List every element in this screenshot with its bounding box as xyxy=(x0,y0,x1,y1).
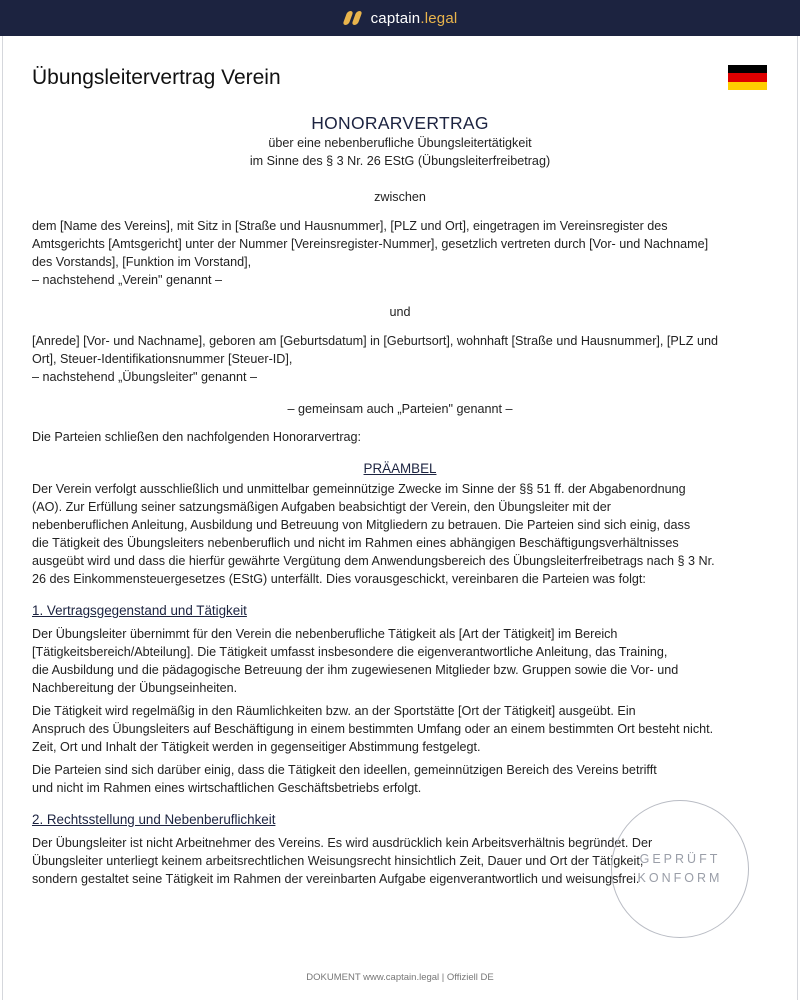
club-line: des Vorstands], [Funktion im Vorstand], xyxy=(32,255,252,269)
paragraph-line: Übungsleiter unterliegt keinem arbeitsrechtlichen Weisungsrecht hinsichtlich Zeit, Dauer und Ort der Tätigkeit, xyxy=(32,854,644,868)
preamble-line: 26 des Einkommensteuergesetzes (EStG) unterfällt. Dies vorausgeschickt, vereinbaren die Parteien was folgt: xyxy=(32,572,646,586)
paragraph-line: Die Parteien sind sich darüber einig, dass die Tätigkeit den ideellen, gemeinnützigen Bereich des Vereins betrifft xyxy=(32,763,657,777)
brand-name-tld: .legal xyxy=(420,9,458,27)
preamble-line: Der Verein verfolgt ausschließlich und unmittelbar gemeinnützige Zwecke im Sinne der §§ 51 ff. der Abgabenordnung xyxy=(32,482,686,496)
document-title: Übungsleitervertrag Verein xyxy=(32,66,281,89)
section-1-title xyxy=(32,602,768,620)
trainer-party xyxy=(32,332,768,368)
stamp-line-2: KONFORM xyxy=(637,871,723,885)
stamp-line-1: GEPRÜFT xyxy=(639,852,721,866)
trainer-line: [Anrede] [Vor- und Nachname], geboren am [Geburtsdatum] in [Geburtsort], wohnhaft [Straße und Hausnummer], [PLZ und xyxy=(32,334,719,348)
preamble-title-text: PRÄAMBEL xyxy=(363,461,437,476)
captain-logo-icon xyxy=(343,10,363,26)
section-1-paragraph xyxy=(32,702,768,756)
paragraph-line: Der Übungsleiter ist nicht Arbeitnehmer des Vereins. Es wird ausdrücklich kein Arbeitsverhältnis begründet. Der xyxy=(32,836,653,850)
between-label: zwischen xyxy=(374,190,426,204)
contract-subtitle: über eine nebenberufliche Übungsleitertätigkeit xyxy=(268,136,532,150)
section-1-title-text: 1. Vertragsgegenstand und Tätigkeit xyxy=(32,603,247,618)
document-body xyxy=(32,112,768,888)
german-flag-icon[interactable] xyxy=(728,65,767,90)
section-1-paragraph xyxy=(32,625,768,697)
preamble-text xyxy=(32,480,768,588)
and-label: und xyxy=(389,305,411,319)
club-line: dem [Name des Vereins], mit Sitz in [Straße und Hausnummer], [PLZ und Ort], eingetragen im Vereinsregister des xyxy=(32,219,668,233)
top-bar xyxy=(0,0,800,36)
section-1-paragraph xyxy=(32,761,768,797)
trainer-line: Ort], Steuer-Identifikationsnummer [Steuer-ID], xyxy=(32,352,293,366)
paragraph-line: die Ausbildung und die pädagogische Betreuung der ihm zugewiesenen Mitglieder bzw. Gruppen sowie die Vor- und xyxy=(32,663,679,677)
paragraph-line: Nachbereitung der Übungseinheiten. xyxy=(32,681,238,695)
brand-name[interactable] xyxy=(371,10,458,27)
preamble-line: (AO). Zur Erfüllung seiner satzungsmäßigen Aufgaben beabsichtigt der Verein, den Übungsleiter mit der xyxy=(32,500,611,514)
paragraph-line: und nicht im Rahmen eines wirtschaftlichen Geschäftsbetriebs erfolgt. xyxy=(32,781,422,795)
contract-heading: HONORARVERTRAG xyxy=(311,113,489,133)
conclude-statement: Die Parteien schließen den nachfolgenden Honorarvertrag: xyxy=(32,430,362,444)
footer: DOKUMENT www.captain.legal | Offiziell DE xyxy=(306,972,494,983)
paragraph-line: Anspruch des Übungsleiters auf Beschäftigung in einem bestimmten Umfang oder an einem bestimmten Ort besteht nicht. xyxy=(32,722,714,736)
preamble-line: die Tätigkeit des Übungsleiters nebenberuflich und nicht im Rahmen eines abhängigen Beschäftigungsverhältnisses xyxy=(32,536,679,550)
contract-subtitle-legal: im Sinne des § 3 Nr. 26 EStG (Übungsleiterfreibetrag) xyxy=(249,154,551,168)
preamble-line: ausgeübt wird und dass die hierfür gewährte Vergütung dem Anwendungsbereich des Übungsleiterfreibetrags nach § 3 Nr. xyxy=(32,554,715,568)
trainer-designation: – nachstehend „Übungsleiter" genannt – xyxy=(32,370,258,384)
paragraph-line: [Tätigkeitsbereich/Abteilung]. Die Tätigkeit umfasst insbesondere die eigenverantwortliche Anleitung, das Training, xyxy=(32,645,668,659)
club-line: Amtsgerichts [Amtsgericht] unter der Nummer [Vereinsregister-Nummer], gesetzlich vertreten durch [Vor- und Nachname] xyxy=(32,237,709,251)
paragraph-line: Zeit, Ort und Inhalt der Tätigkeit werden in gegenseitiger Abstimmung festgelegt. xyxy=(32,740,481,754)
approval-stamp xyxy=(611,800,749,938)
paragraph-line: Der Übungsleiter übernimmt für den Verein die nebenberufliche Tätigkeit als [Art der Tätigkeit] im Bereich xyxy=(32,627,618,641)
preamble-title xyxy=(32,460,768,478)
parties-together: – gemeinsam auch „Parteien" genannt – xyxy=(287,402,513,416)
club-designation: – nachstehend „Verein" genannt – xyxy=(32,273,223,287)
section-2-title-text: 2. Rechtsstellung und Nebenberuflichkeit xyxy=(32,812,276,827)
paragraph-line: Die Tätigkeit wird regelmäßig in den Räumlichkeiten bzw. an der Sportstätte [Ort der Tätigkeit] ausgeübt. Ein xyxy=(32,704,636,718)
paragraph-line: sondern gestaltet seine Tätigkeit im Rahmen der vereinbarten Aufgabe eigenverantwortlich und weisungsfrei. xyxy=(32,872,640,886)
preamble-line: nebenberuflichen Anleitung, Ausbildung und Betreuung von Mitgliedern zu betrauen. Die Parteien sind sich einig, dass xyxy=(32,518,691,532)
club-party xyxy=(32,217,768,271)
brand-name-main: captain xyxy=(370,9,421,27)
